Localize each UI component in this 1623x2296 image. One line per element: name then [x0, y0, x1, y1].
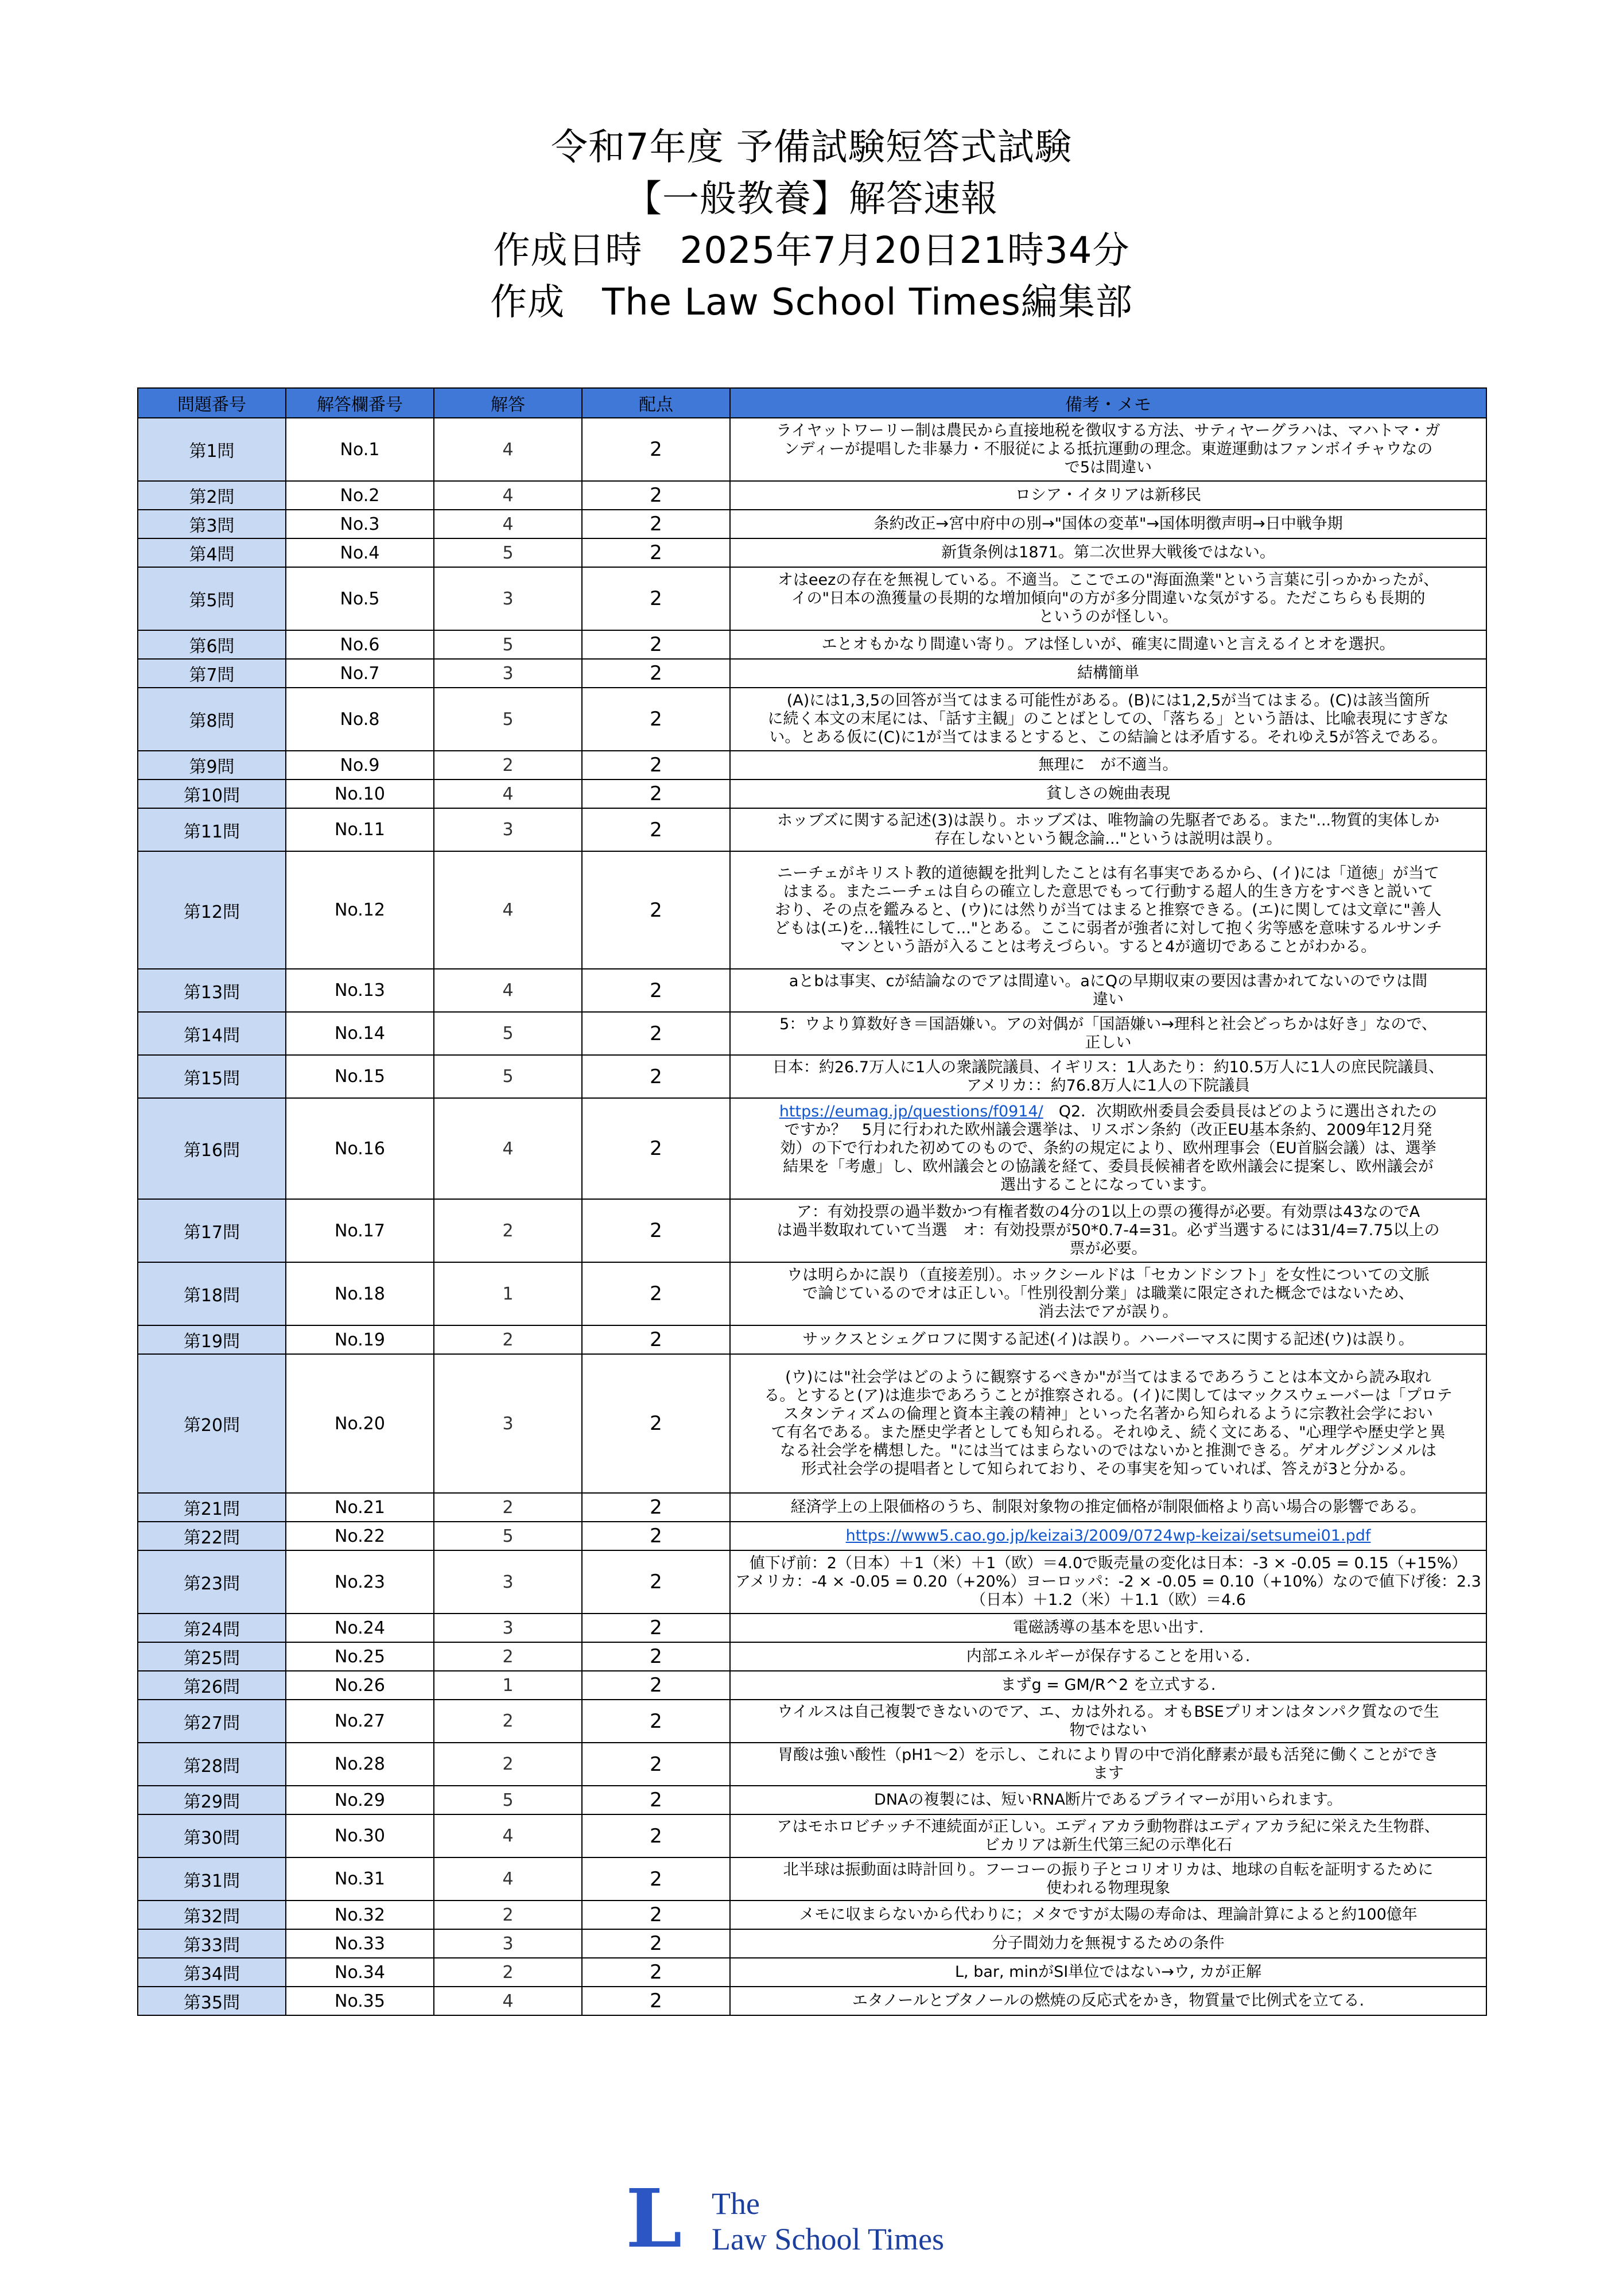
memo-cell: [730, 1199, 1486, 1262]
table-row: [138, 1700, 1486, 1743]
points-cell: 2: [582, 1958, 730, 1987]
memo-text: アはモホロビチッチ不連続面が正しい。エディアカラ動物群はエディアカラ紀に栄えた生物群、 ビカリアは新生代第三紀の示準化石: [776, 1817, 1440, 1854]
memo-text: 値下げ前：2（日本）＋1（米）＋1（欧）＝4.0で販売量の変化は日本：-3 × -0.05 = 0.15（+15%） アメリカ：-4 × -0.05 = 0.20（+20%）ヨーロッパ：-2 × -0.05 = 0.10（+10%）なので値下げ後：2.3 （日本）＋1.2（米）＋1.1（欧）＝4.6: [735, 1554, 1481, 1609]
answer-field-number-cell: No.15: [286, 1055, 434, 1098]
col-memo: 備考・メモ: [730, 388, 1486, 418]
memo-text: DNAの複製には、短いRNA断片であるプライマーが用いられます。: [874, 1791, 1342, 1809]
table-row: [138, 510, 1486, 538]
question-number-cell: 第10問: [138, 779, 286, 808]
answer-cell: 3: [434, 1929, 582, 1958]
table-row: [138, 1493, 1486, 1522]
memo-text: 条約改正→宮中府中の別→"国体の変革"→国体明徴声明→日中戦争期: [873, 515, 1343, 533]
points-cell: 2: [582, 1987, 730, 2015]
points-cell: 2: [582, 1098, 730, 1199]
table-row: [138, 751, 1486, 779]
answer-field-number-cell: No.32: [286, 1901, 434, 1929]
answer-field-number-cell: No.10: [286, 779, 434, 808]
table-row: [138, 779, 1486, 808]
col-points: 配点: [582, 388, 730, 418]
question-number-cell: 第3問: [138, 510, 286, 538]
table-row: [138, 1786, 1486, 1814]
table-row: [138, 1354, 1486, 1493]
question-number-cell: 第27問: [138, 1700, 286, 1743]
answer-cell: 3: [434, 1614, 582, 1642]
question-number-cell: 第23問: [138, 1550, 286, 1614]
question-number-cell: 第13問: [138, 969, 286, 1012]
table-row: [138, 1671, 1486, 1700]
table-row: [138, 1522, 1486, 1550]
answer-field-number-cell: No.12: [286, 851, 434, 969]
col-answer-field-number: 解答欄番号: [286, 388, 434, 418]
table-row: [138, 1325, 1486, 1354]
memo-cell: [730, 1642, 1486, 1671]
table-row: [138, 1958, 1486, 1987]
memo-text: 電磁誘導の基本を思い出す.: [1012, 1619, 1204, 1636]
memo-cell: [730, 1325, 1486, 1354]
answer-cell: 3: [434, 659, 582, 688]
memo-text: 経済学上の上限価格のうち、制限対象物の推定価格が制限価格より高い場合の影響である。: [790, 1498, 1426, 1516]
question-number-cell: 第1問: [138, 418, 286, 481]
points-cell: 2: [582, 779, 730, 808]
memo-text: オはeezの存在を無視している。不適当。ここでエの"海面漁業"という言葉に引っかかったが、 イの"日本の漁獲量の長期的な増加傾向"の方が多分間違いな気がする。ただこちらも長期的 というのが怪しい。: [777, 571, 1439, 626]
memo-cell: [730, 510, 1486, 538]
title-subject: 【一般教養】解答速報: [625, 178, 998, 220]
answer-cell: 4: [434, 1857, 582, 1901]
answer-cell: 2: [434, 1700, 582, 1743]
answer-field-number-cell: No.20: [286, 1354, 434, 1493]
question-number-cell: 第28問: [138, 1743, 286, 1786]
memo-cell: [730, 659, 1486, 688]
table-row: [138, 1642, 1486, 1671]
memo-cell: [730, 1012, 1486, 1055]
points-cell: 2: [582, 1671, 730, 1700]
question-number-cell: 第2問: [138, 481, 286, 510]
memo-cell: [730, 1786, 1486, 1814]
memo-cell: [730, 1354, 1486, 1493]
memo-text: 胃酸は強い酸性（pH1〜2）を示し、これにより胃の中で消化酵素が最も活発に働くことができ ます: [778, 1746, 1439, 1782]
memo-cell: [730, 1671, 1486, 1700]
memo-text: 北半球は振動面は時計回り。フーコーの振り子とコリオリカは、地球の自転を証明するために 使われる物理現象: [783, 1860, 1434, 1897]
answer-cell: 5: [434, 688, 582, 751]
table-row: [138, 808, 1486, 851]
question-number-cell: 第11問: [138, 808, 286, 851]
points-cell: 2: [582, 1493, 730, 1522]
answer-field-number-cell: No.34: [286, 1958, 434, 1987]
table-row: [138, 1743, 1486, 1786]
memo-cell: [730, 481, 1486, 510]
memo-cell: [730, 1055, 1486, 1098]
memo-text: エとオもかなり間違い寄り。アは怪しいが、確実に間違いと言えるイとオを選択。: [821, 635, 1395, 653]
answer-field-number-cell: No.3: [286, 510, 434, 538]
table-row: [138, 567, 1486, 630]
logo-mark: L: [626, 2172, 682, 2266]
answer-field-number-cell: No.30: [286, 1814, 434, 1857]
memo-cell: [730, 1262, 1486, 1325]
table-row: [138, 1814, 1486, 1857]
points-cell: 2: [582, 1614, 730, 1642]
col-question-number: 問題番号: [138, 388, 286, 418]
answer-cell: 2: [434, 751, 582, 779]
memo-link[interactable]: https://eumag.jp/questions/f0914/: [779, 1103, 1043, 1120]
points-cell: 2: [582, 1550, 730, 1614]
question-number-cell: 第9問: [138, 751, 286, 779]
memo-text: 内部エネルギーが保存することを用いる.: [966, 1647, 1251, 1665]
memo-cell: [730, 969, 1486, 1012]
points-cell: 2: [582, 1743, 730, 1786]
points-cell: 2: [582, 1354, 730, 1493]
answer-field-number-cell: No.26: [286, 1671, 434, 1700]
points-cell: 2: [582, 1901, 730, 1929]
table-row: [138, 481, 1486, 510]
memo-cell: [730, 538, 1486, 567]
memo-text: 無理に が不適当。: [1038, 756, 1178, 774]
table-row: [138, 1550, 1486, 1614]
answer-cell: 4: [434, 1814, 582, 1857]
question-number-cell: 第35問: [138, 1987, 286, 2015]
memo-cell: [730, 1929, 1486, 1958]
question-number-cell: 第20問: [138, 1354, 286, 1493]
question-number-cell: 第7問: [138, 659, 286, 688]
table-row: [138, 688, 1486, 751]
memo-cell: [730, 688, 1486, 751]
col-answer: 解答: [434, 388, 582, 418]
memo-cell: [730, 1958, 1486, 1987]
answer-field-number-cell: No.29: [286, 1786, 434, 1814]
answer-field-number-cell: No.21: [286, 1493, 434, 1522]
answer-cell: 3: [434, 808, 582, 851]
memo-cell: [730, 1743, 1486, 1786]
points-cell: 2: [582, 1055, 730, 1098]
answer-field-number-cell: No.9: [286, 751, 434, 779]
answer-field-number-cell: No.24: [286, 1614, 434, 1642]
answer-field-number-cell: No.16: [286, 1098, 434, 1199]
answer-field-number-cell: No.8: [286, 688, 434, 751]
points-cell: 2: [582, 630, 730, 659]
points-cell: 2: [582, 1857, 730, 1901]
points-cell: 2: [582, 808, 730, 851]
question-number-cell: 第26問: [138, 1671, 286, 1700]
answer-table: [137, 387, 1487, 2016]
memo-cell: [730, 1857, 1486, 1901]
memo-cell: [730, 418, 1486, 481]
answer-field-number-cell: No.11: [286, 808, 434, 851]
author: 作成 The Law School Times編集部: [490, 281, 1133, 324]
memo-text: 分子間効力を無視するための条件: [992, 1934, 1225, 1952]
question-number-cell: 第25問: [138, 1642, 286, 1671]
points-cell: 2: [582, 1786, 730, 1814]
table-row: [138, 1262, 1486, 1325]
memo-cell: [730, 779, 1486, 808]
question-number-cell: 第6問: [138, 630, 286, 659]
memo-cell: [730, 851, 1486, 969]
memo-cell: [730, 1814, 1486, 1857]
points-cell: 2: [582, 481, 730, 510]
points-cell: 2: [582, 538, 730, 567]
table-row: [138, 1929, 1486, 1958]
memo-cell: [730, 567, 1486, 630]
points-cell: 2: [582, 1700, 730, 1743]
table-row: [138, 418, 1486, 481]
answer-cell: 5: [434, 1012, 582, 1055]
table-row: [138, 1901, 1486, 1929]
table-row: [138, 1055, 1486, 1098]
logo-text-line1: The: [712, 2186, 760, 2221]
memo-cell: [730, 1987, 1486, 2015]
question-number-cell: 第18問: [138, 1262, 286, 1325]
points-cell: 2: [582, 1522, 730, 1550]
answer-cell: 4: [434, 851, 582, 969]
answer-field-number-cell: No.6: [286, 630, 434, 659]
memo-text: 5：ウより算数好き＝国語嫌い。アの対偶が「国語嫌い→理科と社会どっちかは好き」なので、 正しい: [779, 1015, 1437, 1052]
question-number-cell: 第30問: [138, 1814, 286, 1857]
answer-cell: 2: [434, 1901, 582, 1929]
question-number-cell: 第32問: [138, 1901, 286, 1929]
answer-field-number-cell: No.1: [286, 418, 434, 481]
points-cell: 2: [582, 1642, 730, 1671]
memo-cell: [730, 751, 1486, 779]
memo-text: L, bar, minがSI単位ではない→ウ, カが正解: [955, 1963, 1261, 1981]
memo-text: 貧しさの婉曲表現: [1046, 785, 1170, 802]
points-cell: 2: [582, 969, 730, 1012]
memo-text: メモに収まらないから代わりに；メタですが太陽の寿命は、理論計算によると約100億年: [799, 1906, 1418, 1923]
answer-field-number-cell: No.19: [286, 1325, 434, 1354]
answer-cell: 4: [434, 481, 582, 510]
answer-field-number-cell: No.18: [286, 1262, 434, 1325]
points-cell: 2: [582, 1199, 730, 1262]
question-number-cell: 第17問: [138, 1199, 286, 1262]
answer-field-number-cell: No.23: [286, 1550, 434, 1614]
memo-cell: [730, 1614, 1486, 1642]
table-row: [138, 659, 1486, 688]
answer-cell: 4: [434, 418, 582, 481]
answer-field-number-cell: No.13: [286, 969, 434, 1012]
memo-text: 結構簡単: [1077, 664, 1139, 682]
points-cell: 2: [582, 418, 730, 481]
table-row: [138, 851, 1486, 969]
question-number-cell: 第14問: [138, 1012, 286, 1055]
memo-text: ライヤットワーリー制は農民から直接地税を徴収する方法、サティヤーグラハは、マハトマ・ガ ンディーが提唱した非暴力・不服従による抵抗運動の理念。東遊運動はファンボイチャウなの で5は間違い: [776, 422, 1440, 476]
memo-text: (A)には1,3,5の回答が当てはまる可能性がある。(B)には1,2,5が当てはまる。(C)は該当箇所 に続く本文の末尾には、「話す主観」のことばとしての、「落ちる」という語は、比喩表現にすぎな い。とある仮に(C)に1が当てはまるとすると、この結論とは矛盾する。それゆえ5が答えである。: [767, 692, 1449, 746]
logo-text-line2: Law School Times: [712, 2222, 945, 2256]
answer-field-number-cell: No.35: [286, 1987, 434, 2015]
answer-cell: 2: [434, 1958, 582, 1987]
answer-cell: 2: [434, 1325, 582, 1354]
answer-field-number-cell: No.27: [286, 1700, 434, 1743]
answer-cell: 4: [434, 779, 582, 808]
question-number-cell: 第12問: [138, 851, 286, 969]
memo-cell: [730, 1522, 1486, 1550]
points-cell: 2: [582, 1814, 730, 1857]
answer-cell: 4: [434, 1987, 582, 2015]
question-number-cell: 第4問: [138, 538, 286, 567]
table-row: [138, 538, 1486, 567]
question-number-cell: 第21問: [138, 1493, 286, 1522]
answer-field-number-cell: No.25: [286, 1642, 434, 1671]
memo-cell: [730, 1700, 1486, 1743]
memo-cell: [730, 630, 1486, 659]
points-cell: 2: [582, 688, 730, 751]
answer-cell: 3: [434, 567, 582, 630]
answer-field-number-cell: No.28: [286, 1743, 434, 1786]
answer-cell: 4: [434, 969, 582, 1012]
answer-cell: 2: [434, 1743, 582, 1786]
answer-field-number-cell: No.7: [286, 659, 434, 688]
question-number-cell: 第33問: [138, 1929, 286, 1958]
answer-cell: 5: [434, 630, 582, 659]
question-number-cell: 第31問: [138, 1857, 286, 1901]
answer-cell: 5: [434, 538, 582, 567]
question-number-cell: 第34問: [138, 1958, 286, 1987]
memo-cell: [730, 1493, 1486, 1522]
memo-cell: [730, 1901, 1486, 1929]
memo-text: まずg = GM/R^2 を立式する.: [1000, 1676, 1216, 1694]
question-number-cell: 第19問: [138, 1325, 286, 1354]
memo-cell: [730, 1550, 1486, 1614]
answer-field-number-cell: No.22: [286, 1522, 434, 1550]
memo-text: Q2．次期欧州委員会委員長はどのように選出されたの ですか？ 5月に行われた欧州議会選挙は、リスボン条約（改正EU基本条約、2009年12月発 効）の下で行われた初めてのもので、条約の規定により、欧州理事会（EU首脳会議）は、選挙 結果を「考慮」し、欧州議会との協議を経て、委員長候補者を欧州議会に提案し、欧州議会が 選出することになっています。: [780, 1103, 1438, 1194]
question-number-cell: 第22問: [138, 1522, 286, 1550]
answer-field-number-cell: No.4: [286, 538, 434, 567]
table-row: [138, 1857, 1486, 1901]
memo-text: 日本：約26.7万人に1人の衆議院議員、イギリス：1人あたり：約10.5万人に1人の庶民院議員、 アメリカ：：約76.8万人に1人の下院議員: [772, 1058, 1445, 1095]
logo-text: [712, 2186, 944, 2257]
points-cell: 2: [582, 1929, 730, 1958]
table-row: [138, 1987, 1486, 2015]
memo-text: 新貨条例は1871。第二次世界大戦後ではない。: [941, 544, 1275, 561]
points-cell: 2: [582, 751, 730, 779]
answer-field-number-cell: No.14: [286, 1012, 434, 1055]
answer-field-number-cell: No.31: [286, 1857, 434, 1901]
memo-text: ウは明らかに誤り（直接差別）。ホックシールドは「セカンドシフト」を女性についての文脈 で論じているのでオは正しい。「性別役割分業」は職業に限定された概念ではないため、 消去法でアが誤り。: [787, 1266, 1430, 1321]
page-header: [0, 122, 1623, 328]
points-cell: 2: [582, 851, 730, 969]
memo-text: ニーチェがキリスト教的道徳観を批判したことは有名事実であるから、(イ)には「道徳」が当て はまる。またニーチェは自らの確立した意思でもって行動する超人的生き方をすべきと説いて おり、その点を鑑みると、(ウ)には然りが当てはまると推察できる。(エ)に関しては文章に"善人 どもは(エ)を...犠牲にして..."とある。ここに弱者が強者に対して抱く劣等感を意味するルサンチ マンという語が入ることは考えづらい。すると4が適切であることがわかる。: [774, 864, 1442, 956]
answer-cell: 2: [434, 1493, 582, 1522]
memo-text: ウイルスは自己複製できないのでア、エ、カは外れる。オもBSEプリオンはタンパク質なので生 物ではない: [777, 1702, 1439, 1739]
points-cell: 2: [582, 1012, 730, 1055]
answer-field-number-cell: No.33: [286, 1929, 434, 1958]
table-row: [138, 1012, 1486, 1055]
table-row: [138, 1199, 1486, 1262]
memo-text: aとbは事実、cが結論なのでアは間違い。aにQの早期収束の要因は書かれてないのでウは間 違い: [789, 972, 1428, 1009]
table-row: [138, 1098, 1486, 1199]
memo-text: ホッブズに関する記述(3)は誤り。ホッブズは、唯物論の先駆者である。また"...物質的実体しか 存在しないという観念論..."というは説明は誤り。: [776, 811, 1440, 848]
memo-cell: [730, 808, 1486, 851]
answer-field-number-cell: No.17: [286, 1199, 434, 1262]
points-cell: 2: [582, 510, 730, 538]
points-cell: 2: [582, 1262, 730, 1325]
question-number-cell: 第5問: [138, 567, 286, 630]
memo-link[interactable]: https://www5.cao.go.jp/keizai3/2009/0724wp-keizai/setsumei01.pdf: [845, 1527, 1371, 1545]
question-number-cell: 第15問: [138, 1055, 286, 1098]
memo-cell: [730, 1098, 1486, 1199]
memo-text: (ウ)には"社会学はどのように観察するべきか"が当てはまるであろうことは本文から読み取れ る。とすると(ア)は進歩であろうことが推察される。(イ)に関してはマックスウェーバーは「プロテ スタンティズムの倫理と資本主義の精神」といった名著から知られるように宗教社会学におい て有名である。また歴史学者としても知られる。それゆえ、続く文にある、"心理学や歴史学と異 なる社会学を構想した。"には当てはまらないのではないかと推測できる。ゲオルグジンメルは 形式社会学の提唱者として知られており、その事実を知っていれば、答えが3と分かる。: [764, 1368, 1453, 1478]
table-row: [138, 630, 1486, 659]
memo-text: エタノールとブタノールの燃焼の反応式をかき，物質量で比例式を立てる.: [852, 1992, 1365, 2010]
law-school-times-logo: [626, 2172, 1016, 2266]
points-cell: 2: [582, 659, 730, 688]
memo-text: ア：有効投票の過半数かつ有権者数の4分の1以上の票の獲得が必要。有効票は43なのでA は過半数取れていて当選 オ：有効投票が50*0.7-4=31。必ず当選するには31/4=7.75以上の 票が必要。: [776, 1203, 1440, 1258]
title-exam: 令和7年度 予備試験短答式試験: [550, 126, 1073, 169]
answer-cell: 2: [434, 1642, 582, 1671]
memo-text: サックスとシェグロフに関する記述(イ)は誤り。ハーバーマスに関する記述(ウ)は誤り。: [802, 1331, 1414, 1348]
answer-cell: 5: [434, 1522, 582, 1550]
points-cell: 2: [582, 567, 730, 630]
table-row: [138, 969, 1486, 1012]
memo-text: ロシア・イタリアは新移民: [1015, 486, 1201, 504]
answer-cell: 5: [434, 1055, 582, 1098]
answer-field-number-cell: No.2: [286, 481, 434, 510]
answer-cell: 1: [434, 1262, 582, 1325]
question-number-cell: 第8問: [138, 688, 286, 751]
question-number-cell: 第16問: [138, 1098, 286, 1199]
answer-cell: 3: [434, 1354, 582, 1493]
points-cell: 2: [582, 1325, 730, 1354]
table-row: [138, 1614, 1486, 1642]
answer-cell: 4: [434, 510, 582, 538]
answer-cell: 4: [434, 1098, 582, 1199]
answer-cell: 3: [434, 1550, 582, 1614]
table-header-row: [138, 388, 1486, 418]
answer-cell: 5: [434, 1786, 582, 1814]
answer-cell: 2: [434, 1199, 582, 1262]
answer-cell: 1: [434, 1671, 582, 1700]
created-datetime: 作成日時 2025年7月20日21時34分: [493, 230, 1130, 272]
question-number-cell: 第24問: [138, 1614, 286, 1642]
question-number-cell: 第29問: [138, 1786, 286, 1814]
answer-field-number-cell: No.5: [286, 567, 434, 630]
